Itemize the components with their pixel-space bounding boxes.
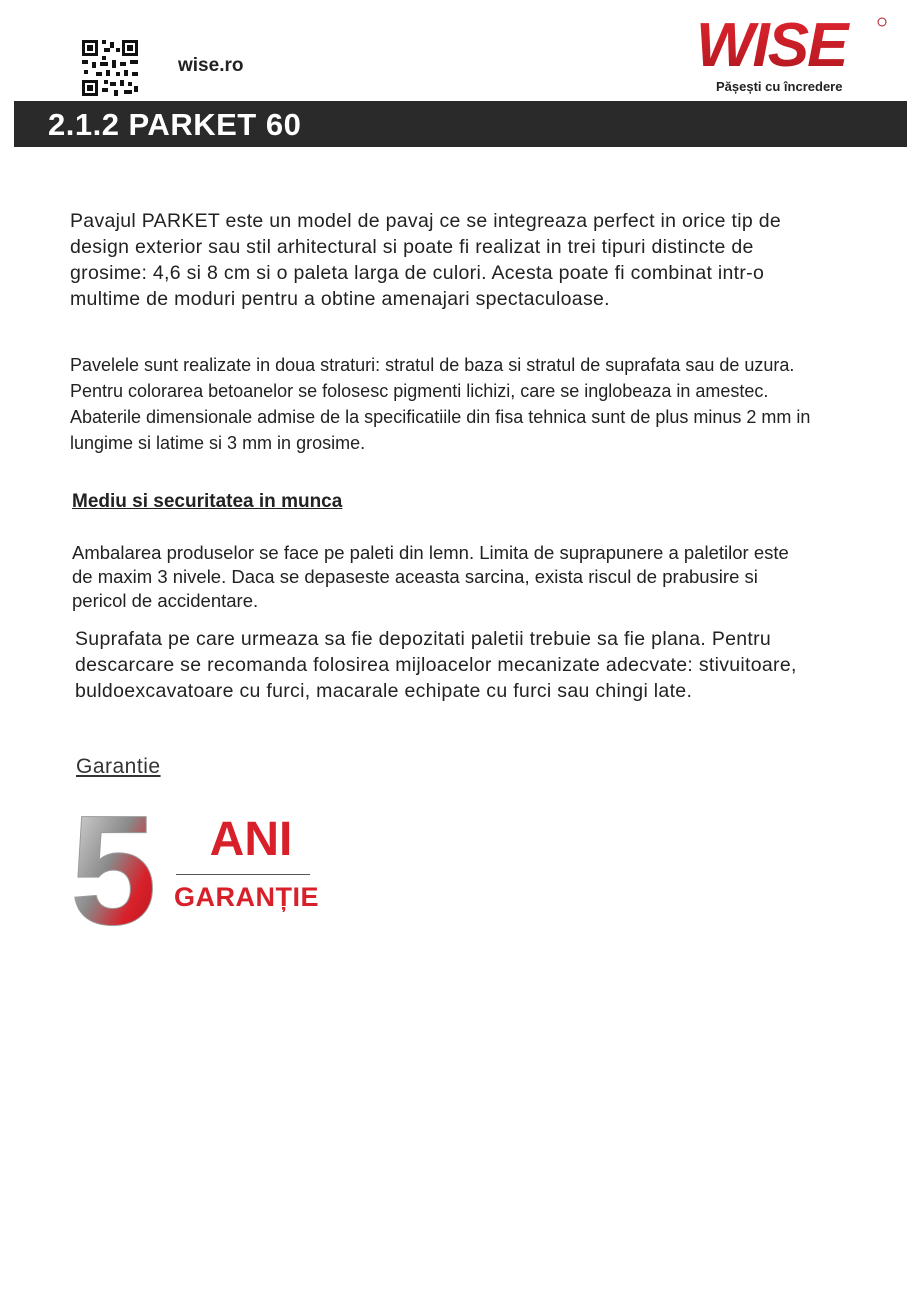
packaging-paragraph: Ambalarea produselor se face pe paleti din lemn. Limita de suprapunere a paletilor este de maxim 3 nivele. Daca se depaseste aceasta sarcina, exista riscul de prabusire si pericol de accidentare.	[72, 542, 789, 611]
badge-divider	[176, 874, 310, 875]
technical-paragraph: Pavelele sunt realizate in doua straturi: stratul de baza si stratul de suprafata sau de uzura. Pentru colorarea betoanelor se folosesc pigmenti lichizi, care se inglobeaza in amestec. Abaterile dimensionale admise de la specificatiile din fisa tehnica sunt de plus minus 2 mm in lungime si latime si 3 mm in grosime.	[70, 355, 811, 453]
storage-paragraph: Suprafata pe care urmeaza sa fie depozitati paletii trebuie sa fie plana. Pentru descarcare se recomanda folosirea mijloacelor mecanizate adecvate: stivuitoare, buldoexcavatoare cu furci, macarale echipate cu furci sau chingi late.	[75, 628, 797, 702]
warranty-number: 5	[70, 802, 157, 932]
warranty-badge	[70, 802, 320, 932]
wise-logo	[694, 12, 890, 100]
warranty-years-label: ANI	[209, 813, 293, 866]
five-digit-graphic	[70, 802, 180, 932]
qr-code-icon	[80, 38, 140, 98]
website-url[interactable]: wise.ro	[178, 55, 244, 76]
warranty-heading: Garantie	[76, 755, 161, 778]
safety-heading: Mediu si securitatea in munca	[72, 491, 343, 512]
description-paragraph: Pavajul PARKET este un model de pavaj ce se integreaza perfect in orice tip de design exterior sau stil arhitectural si poate fi realizat in trei tipuri distincte de grosime: 4,6 si 8 cm si o paleta larga de culori. Acesta poate fi combinat intr-o multime de moduri pentru a obtine amenajari spectaculoase.	[70, 210, 781, 310]
logo-tagline: Pășești cu încredere	[716, 79, 843, 94]
warranty-label: GARANȚIE	[174, 882, 319, 912]
logo-text: WISE	[696, 12, 847, 76]
section-title: 2.1.2 PARKET 60	[48, 107, 302, 142]
section-title-bar	[14, 101, 907, 147]
